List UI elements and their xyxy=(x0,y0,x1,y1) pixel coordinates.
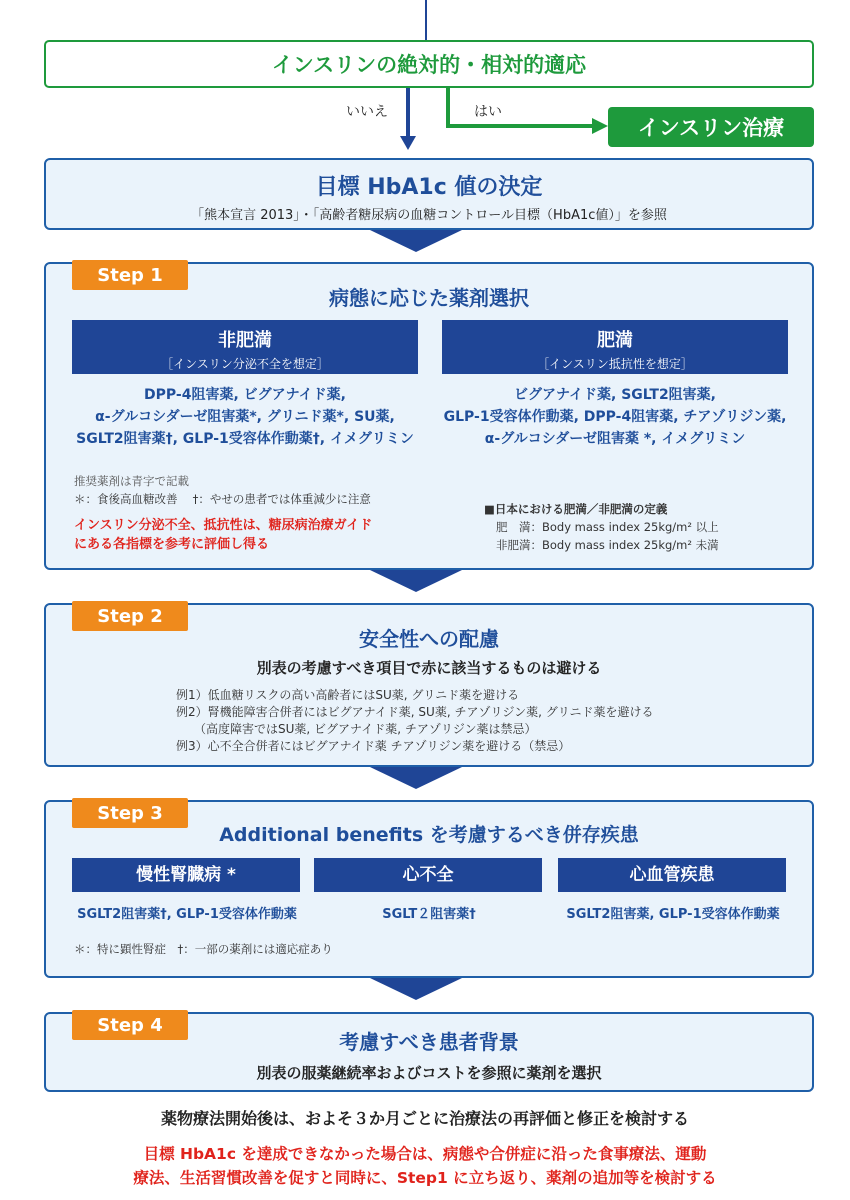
step3-panel xyxy=(44,800,814,978)
top-connector xyxy=(425,0,427,40)
obese-drug-line: α-グルコシダーゼ阻害薬 *, イメグリミン xyxy=(484,431,746,447)
step2-tag: Step 2 xyxy=(72,601,188,631)
step1-note-line: ＊：食後高血糖改善 †：やせの患者では体重減少に注意 xyxy=(74,492,371,506)
ckd-header: 慢性腎臓病 * xyxy=(72,858,300,892)
cvd-drugs: SGLT2阻害薬, GLP-1受容体作動薬 xyxy=(566,907,780,922)
footer-red-line: 療法、生活習慣改善を促すと同時に、Step1 に立ち返り、薬剤の追加等を検討する xyxy=(133,1169,717,1187)
non-obese-drug-line: SGLT2阻害薬†, GLP-1受容体作動薬†, イメグリミン xyxy=(76,431,414,447)
step4-tag: Step 4 xyxy=(72,1010,188,1040)
insulin-indication-box xyxy=(44,40,814,88)
obese-drug-line: GLP-1受容体作動薬, DPP-4阻害薬, チアゾリジン薬, xyxy=(443,409,787,425)
insulin-indication-title: インスリンの絶対的・相対的適応 xyxy=(271,53,587,77)
step4-title: 考慮すべき患者背景 xyxy=(339,1030,519,1054)
step1-panel xyxy=(44,262,814,570)
obese-label: 肥満 xyxy=(597,330,633,351)
step2-example: （高度障害ではSU薬, ビグアナイド薬, チアゾリジン薬は禁忌） xyxy=(176,722,537,736)
hba1c-box xyxy=(44,158,814,230)
step1-red-note xyxy=(74,516,372,554)
obese-header xyxy=(442,320,788,374)
step1-title: 病態に応じた薬剤選択 xyxy=(329,286,529,310)
insulin-treatment-box: インスリン治療 xyxy=(608,107,814,147)
chevron-down-icon xyxy=(370,570,462,592)
footer-reevaluation: 薬物療法開始後は、およそ３か月ごとに治療法の再評価と修正を検討する xyxy=(160,1109,689,1128)
chevron-down-icon xyxy=(370,978,462,1000)
heart-failure-drugs: SGLT２阻害薬† xyxy=(382,907,476,922)
non-obese-header xyxy=(72,320,418,374)
step2-example: 例2）腎機能障害合併者にはビグアナイド薬, SU薬, チアゾリジン薬, グリニド薬を避ける xyxy=(176,705,654,719)
step2-example: 例1）低血糖リスクの高い高齢者にはSU薬, グリニド薬を避ける xyxy=(176,688,520,702)
yes-arrow xyxy=(444,88,610,138)
footer-red-line: 目標 HbA1c を達成できなかった場合は、病態や合併症に沿った食事療法、運動 xyxy=(143,1145,707,1163)
step2-title: 安全性への配慮 xyxy=(359,627,499,651)
step1-red-line: インスリン分泌不全、抵抗性は、糖尿病治療ガイド xyxy=(74,518,373,533)
non-obese-drugs xyxy=(62,384,428,450)
footer-red-note xyxy=(0,1142,850,1190)
step2-subtitle: 別表の考慮すべき項目で赤に該当するものは避ける xyxy=(256,659,602,677)
step2-panel xyxy=(44,603,814,767)
non-obese-label: 非肥満 xyxy=(218,330,272,351)
obesity-definition-title: ■日本における肥満／非肥満の定義 xyxy=(484,502,668,516)
step1-tag: Step 1 xyxy=(72,260,188,290)
obese-drugs xyxy=(432,384,798,450)
no-label: いいえ xyxy=(346,104,388,120)
non-obese-drug-line: DPP-4阻害薬, ビグアナイド薬, xyxy=(144,387,346,403)
heart-failure-header: 心不全 xyxy=(314,858,542,892)
hba1c-title: 目標 HbA1c 値の決定 xyxy=(315,175,543,200)
obesity-definition xyxy=(484,500,719,554)
non-obese-sub: ［インスリン分泌不全を想定］ xyxy=(161,357,329,371)
chevron-down-icon xyxy=(370,230,462,252)
obesity-definition-line: 肥 満：Body mass index 25kg/m² 以上 xyxy=(496,520,719,534)
step4-panel xyxy=(44,1012,814,1092)
step4-subtitle: 別表の服薬継続率およびコストを参照に薬剤を選択 xyxy=(256,1064,602,1082)
cvd-header: 心血管疾患 xyxy=(558,858,786,892)
step1-note-line: 推奨薬剤は青字で記載 xyxy=(74,474,189,488)
step3-tag: Step 3 xyxy=(72,798,188,828)
step3-note: ＊：特に顕性腎症 †：一部の薬剤には適応症あり xyxy=(74,942,333,956)
step2-examples xyxy=(176,687,654,755)
yes-label: はい xyxy=(474,104,502,120)
step1-notes xyxy=(74,472,371,508)
step1-red-line: にある各指標を参考に評価し得る xyxy=(74,537,270,552)
step3-title: Additional benefits を考慮するべき併存疾患 xyxy=(219,824,639,846)
chevron-down-icon xyxy=(370,767,462,789)
non-obese-drug-line: α-グルコシダーゼ阻害薬*, グリニド薬*, SU薬, xyxy=(95,409,395,425)
step2-example: 例3）心不全合併者にはビグアナイド薬 チアゾリジン薬を避ける（禁忌） xyxy=(176,739,571,753)
obese-drug-line: ビグアナイド薬, SGLT2阻害薬, xyxy=(514,387,716,403)
obesity-definition-line: 非肥満：Body mass index 25kg/m² 未満 xyxy=(496,538,719,552)
no-arrow xyxy=(398,88,418,152)
obese-sub: ［インスリン抵抗性を想定］ xyxy=(537,357,693,371)
ckd-drugs: SGLT2阻害薬†, GLP-1受容体作動薬 xyxy=(77,907,297,922)
hba1c-subtitle: 「熊本宣言 2013」・「高齢者糖尿病の血糖コントロール目標（HbA1c値）」を参照 xyxy=(191,208,667,223)
